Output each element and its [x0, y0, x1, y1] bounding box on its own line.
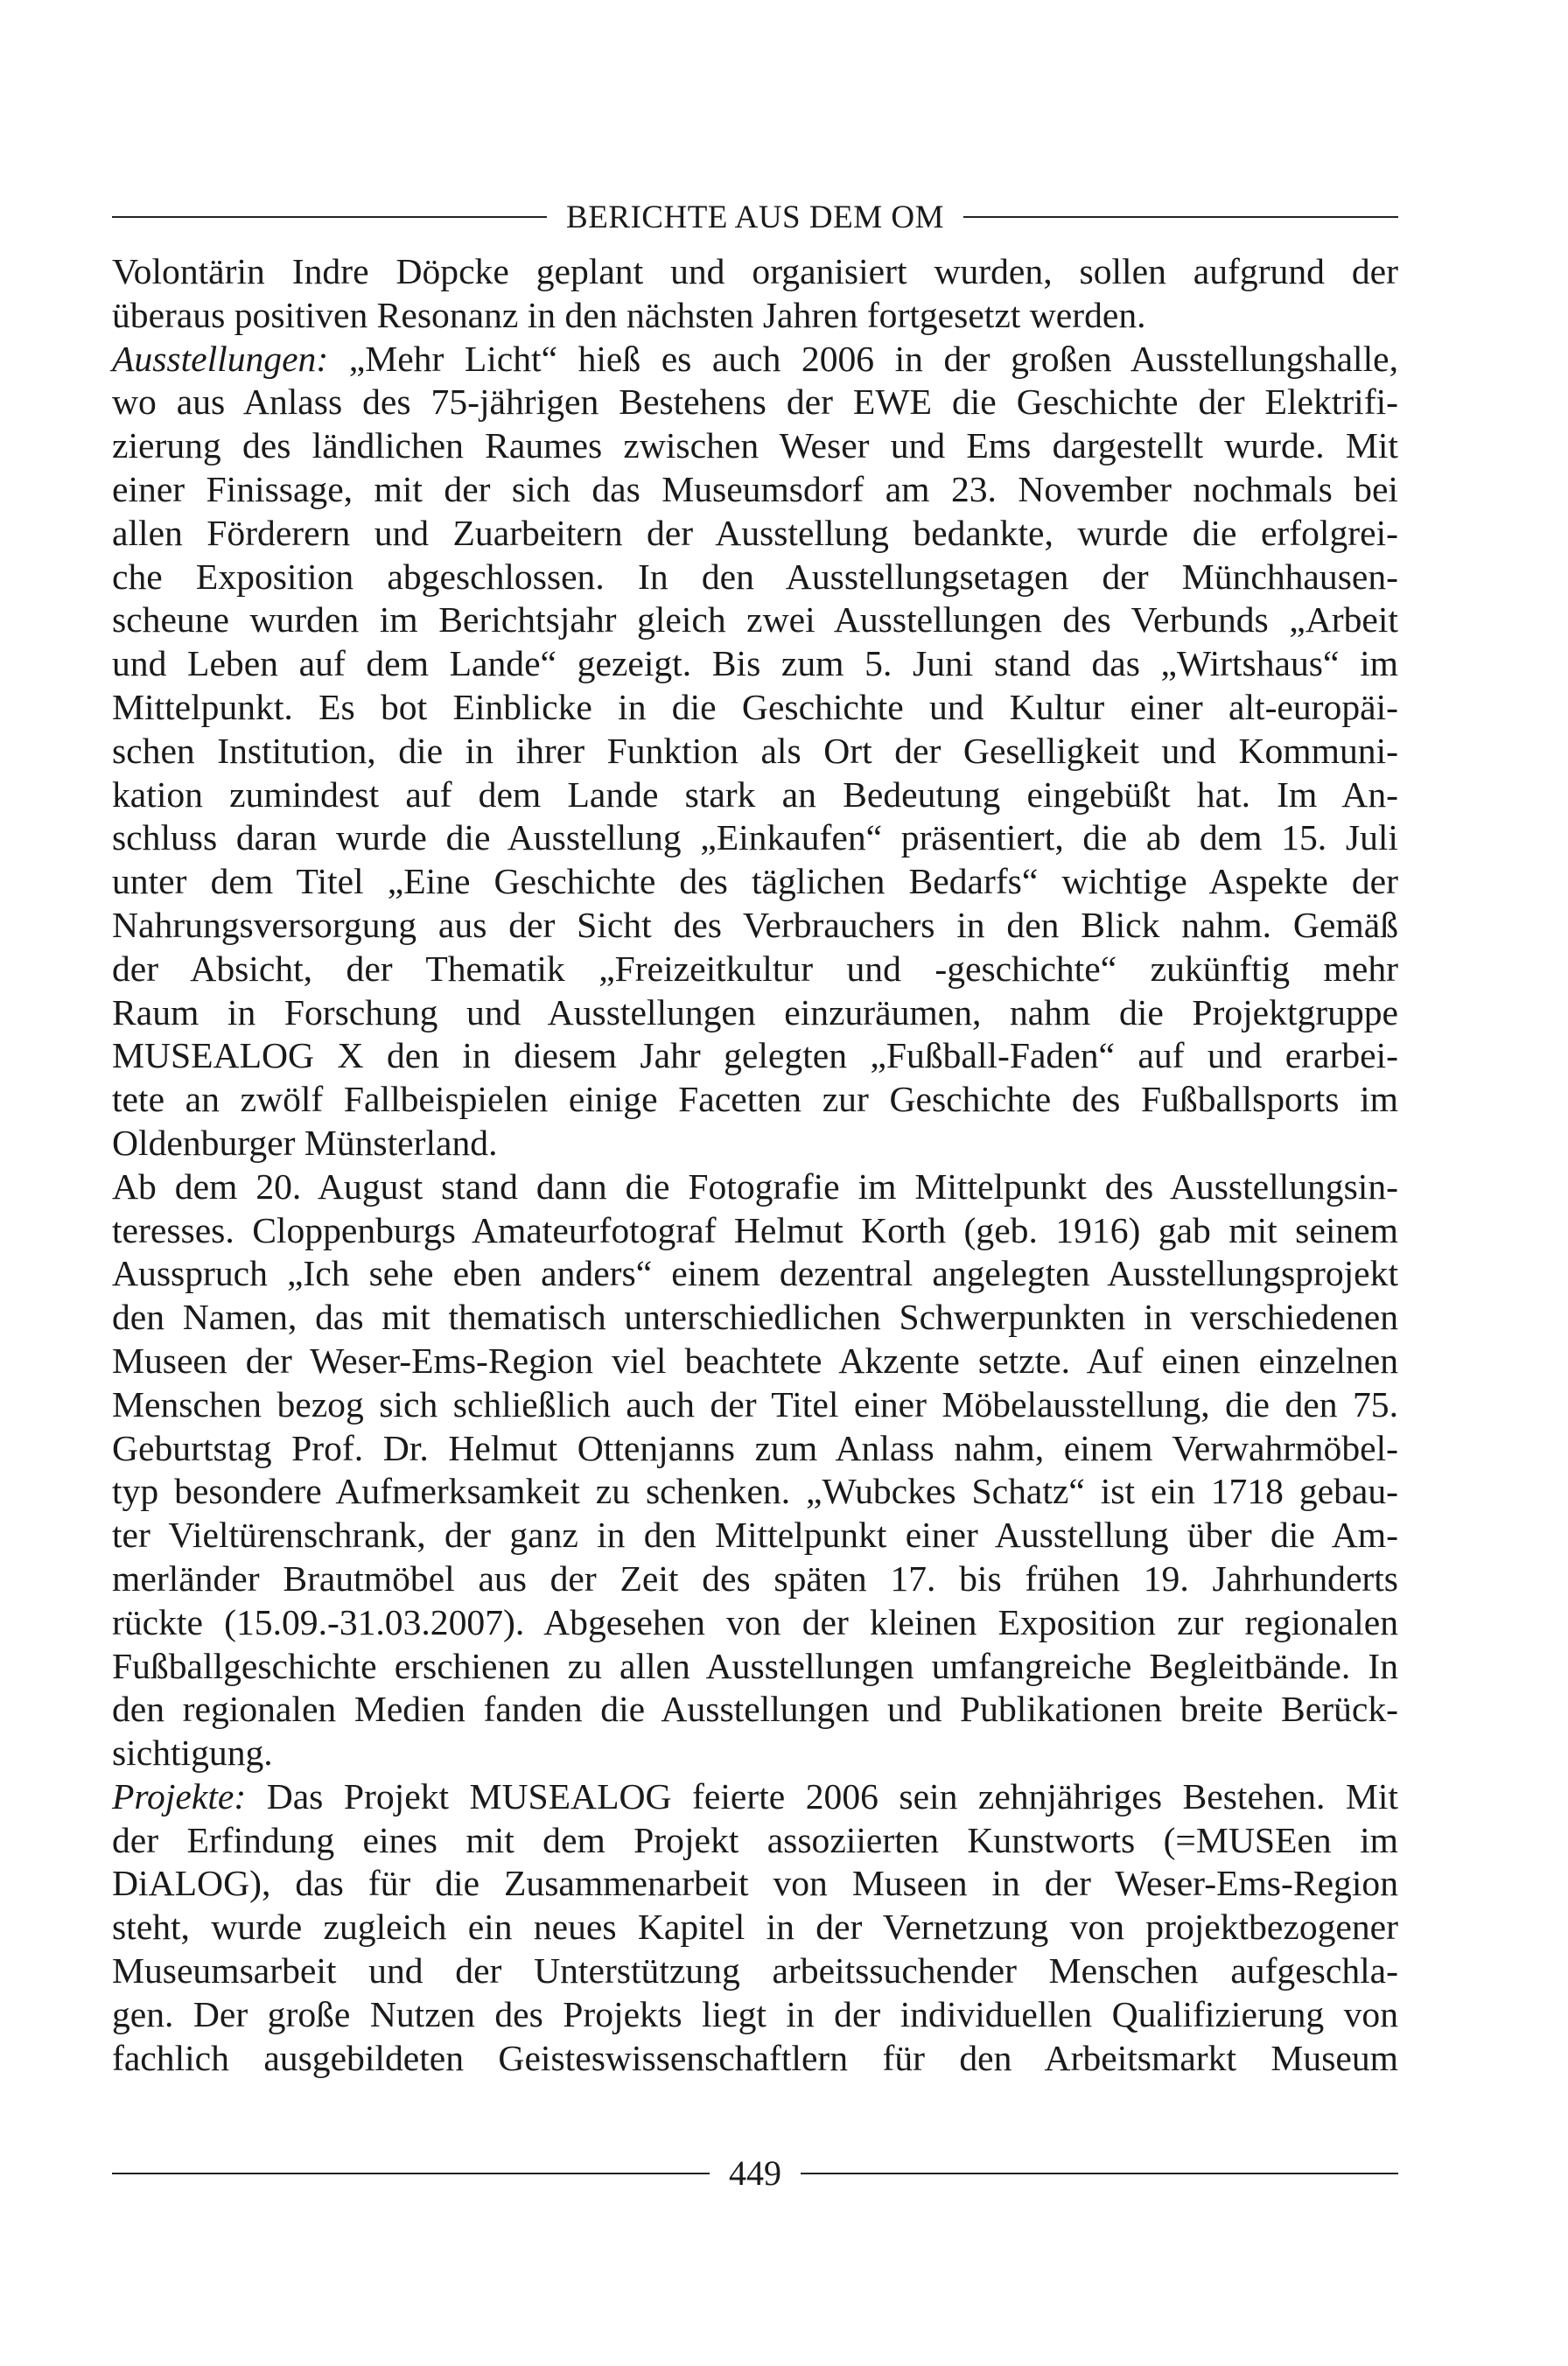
text-line: einer Finissage, mit der sich das Museumsdorf am 23. November nochmals bei — [112, 468, 1398, 509]
text-line: MUSEALOG X den in diesem Jahr gelegten „Fußball-Faden“ auf und erarbei- — [112, 1035, 1398, 1076]
section-lead-projekte: Projekte: — [112, 1775, 247, 1816]
text-line: Ab dem 20. August stand dann die Fotografie im Mittelpunkt des Ausstellungsin- — [112, 1166, 1398, 1207]
text-line: wo aus Anlass des 75-jährigen Bestehens der EWE die Geschichte der Elektrifi- — [112, 382, 1398, 423]
text-line: und Leben auf dem Lande“ gezeigt. Bis zum 5. Juni stand das „Wirtshaus“ im — [112, 643, 1398, 684]
page-number: 449 — [729, 2153, 781, 2193]
text-line: Volontärin Indre Döpcke geplant und organisiert wurden, sollen aufgrund der — [112, 251, 1398, 291]
text-line: überaus positiven Resonanz in den nächsten Jahren fortgesetzt werden. — [112, 294, 1146, 335]
footer-rule-right — [801, 2173, 1398, 2174]
text-line: scheune wurden im Berichtsjahr gleich zwei Ausstellungen des Verbunds „Arbeit — [112, 599, 1398, 640]
footer-rule-left — [112, 2173, 710, 2174]
text-line: den regionalen Medien fanden die Ausstellungen und Publikationen breite Berück- — [112, 1689, 1398, 1730]
text-line: Menschen bezog sich schließlich auch der Titel einer Möbelausstellung, die den 75. — [112, 1383, 1398, 1424]
text-line: Oldenburger Münsterland. — [112, 1122, 498, 1163]
text-line: typ besondere Aufmerksamkeit zu schenken. „Wubckes Schatz“ ist ein 1718 gebau- — [112, 1471, 1398, 1512]
text-line: fachlich ausgebildeten Geisteswissenschaftlern für den Arbeitsmarkt Museum — [112, 2037, 1398, 2078]
text-line: schluss daran wurde die Ausstellung „Einkaufen“ präsentiert, die ab dem 15. Juli — [112, 817, 1398, 858]
page-footer — [112, 2146, 1398, 2202]
text-line: tete an zwölf Fallbeispielen einige Facetten zur Geschichte des Fußballsports im — [112, 1079, 1398, 1120]
text-line-rest: „Mehr Licht“ hieß es auch 2006 in der großen Ausstellungshalle, — [348, 338, 1398, 379]
running-header — [112, 192, 1398, 242]
section-lead-ausstellungen: Ausstellungen: — [112, 338, 329, 379]
text-line: Museumsarbeit und der Unterstützung arbeitssuchender Menschen aufgeschla- — [112, 1950, 1398, 1992]
header-rule-left — [112, 216, 547, 218]
text-line: ter Vieltürenschrank, der ganz in den Mittelpunkt einer Ausstellung über die Am- — [112, 1515, 1398, 1556]
text-line: che Exposition abgeschlossen. In den Ausstellungsetagen der Münchhausen- — [112, 556, 1398, 597]
text-line: Fußballgeschichte erschienen zu allen Ausstellungen umfangreiche Begleitbände. In — [112, 1645, 1398, 1686]
text-line: kation zumindest auf dem Lande stark an Bedeutung eingebüßt hat. Im An- — [112, 774, 1398, 815]
text-line: den Namen, das mit thematisch unterschiedlichen Schwerpunkten in verschiedenen — [112, 1297, 1398, 1338]
text-line: gen. Der große Nutzen des Projekts liegt in der individuellen Qualifizierung von — [112, 1993, 1398, 2034]
text-line: Raum in Forschung und Ausstellungen einzuräumen, nahm die Projektgruppe — [112, 991, 1398, 1032]
text-line: teresses. Cloppenburgs Amateurfotograf Helmut Korth (geb. 1916) gab mit seinem — [112, 1209, 1398, 1250]
text-line: Mittelpunkt. Es bot Einblicke in die Geschichte und Kultur einer alt-europäi- — [112, 686, 1398, 727]
text-line: Ausspruch „Ich sehe eben anders“ einem dezentral angelegten Ausstellungsprojekt — [112, 1253, 1398, 1294]
text-line-rest: Das Projekt MUSEALOG feierte 2006 sein zehnjähriges Bestehen. Mit — [266, 1775, 1398, 1816]
text-line: zierung des ländlichen Raumes zwischen Weser und Ems dargestellt wurde. Mit — [112, 425, 1398, 466]
text-line: DiALOG), das für die Zusammenarbeit von Museen in der Weser-Ems-Region — [112, 1863, 1398, 1904]
text-line-projekte — [112, 1775, 1398, 1819]
text-line: sichtigung. — [112, 1732, 273, 1774]
text-line: der Erfindung eines mit dem Projekt assoziierten Kunstworts (=MUSEen im — [112, 1819, 1398, 1860]
text-line: Museen der Weser-Ems-Region viel beachtete Akzente setzte. Auf einen einzelnen — [112, 1340, 1398, 1381]
header-rule-right — [963, 216, 1398, 218]
text-line-ausstellungen — [112, 338, 1398, 382]
text-line: unter dem Titel „Eine Geschichte des täglichen Bedarfs“ wichtige Aspekte der — [112, 861, 1398, 902]
text-line: Nahrungsversorgung aus der Sicht des Verbrauchers in den Blick nahm. Gemäß — [112, 904, 1398, 945]
text-line: der Absicht, der Thematik „Freizeitkultur und -geschichte“ zukünftig mehr — [112, 948, 1398, 989]
body-text — [112, 250, 1398, 2080]
text-line: allen Förderern und Zuarbeitern der Ausstellung bedankte, wurde die erfolgrei- — [112, 512, 1398, 553]
text-line: merländer Brautmöbel aus der Zeit des späten 17. bis frühen 19. Jahrhunderts — [112, 1558, 1398, 1599]
text-line: steht, wurde zugleich ein neues Kapitel in der Vernetzung von projektbezogener — [112, 1907, 1398, 1948]
text-line: rückte (15.09.-31.03.2007). Abgesehen von der kleinen Exposition zur regionalen — [112, 1601, 1398, 1642]
text-line: Geburtstag Prof. Dr. Helmut Ottenjanns zum Anlass nahm, einem Verwahrmöbel- — [112, 1427, 1398, 1468]
running-title: BERICHTE AUS DEM OM — [566, 199, 944, 235]
text-line: schen Institution, die in ihrer Funktion als Ort der Geselligkeit und Kommuni- — [112, 730, 1398, 771]
